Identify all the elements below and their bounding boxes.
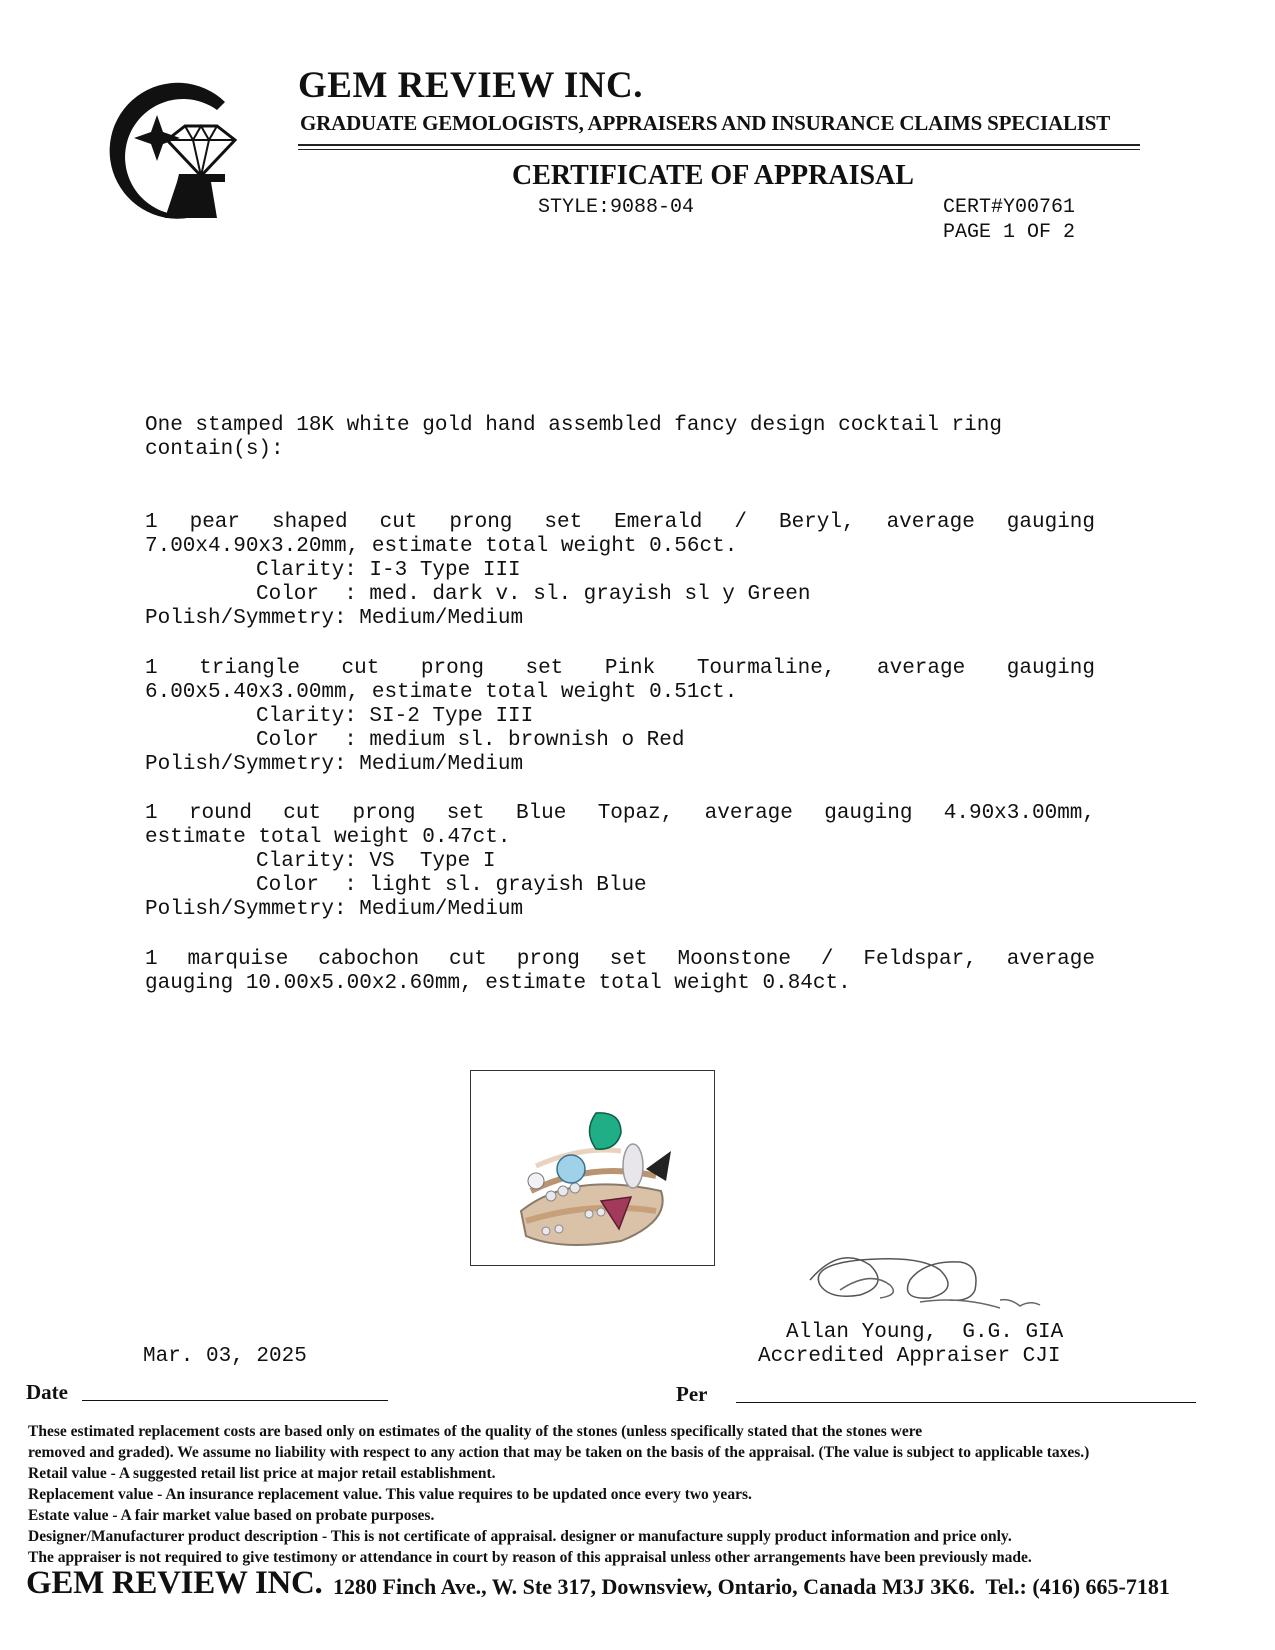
stone-1-description: 1 pear shaped cut prong set Emerald / Beryl, average gauging	[145, 511, 1095, 534]
disclaimer-retail-value: Retail value - A suggested retail list price at major retail establishment.	[28, 1465, 496, 1482]
page-indicator: PAGE 1 OF 2	[943, 221, 1076, 244]
company-logo	[105, 70, 255, 220]
certificate-number: CERT#Y00761	[943, 196, 1076, 219]
stone-2-color: Color : medium sl. brownish o Red	[256, 729, 685, 752]
style-number: STYLE:9088-04	[538, 196, 695, 219]
stone-3-polish: Polish/Symmetry: Medium/Medium	[145, 898, 524, 921]
ring-photo	[470, 1070, 715, 1266]
stone-1-clarity: Clarity: I-3 Type III	[256, 559, 521, 582]
disclaimer-line-1: These estimated replacement costs are based only on estimates of the quality of the stones (unless specifically stated that the stones were	[28, 1423, 923, 1440]
stone-3-clarity: Clarity: VS Type I	[256, 850, 496, 873]
ring-illustration	[471, 1071, 713, 1264]
header-divider	[298, 144, 1140, 146]
stone-2-clarity: Clarity: SI-2 Type III	[256, 705, 534, 728]
appraisal-date: Mar. 03, 2025	[143, 1345, 307, 1368]
stone-2-description: 1 triangle cut prong set Pink Tourmaline, average gauging	[145, 657, 1095, 680]
disclaimer-line-2: removed and graded). We assume no liability with respect to any action that may be taken on the basis of the appraisal. (The value is subject to applicable taxes.)	[28, 1444, 1090, 1461]
intro-line-1: One stamped 18K white gold hand assembled fancy design cocktail ring	[145, 414, 1002, 437]
certificate-title: CERTIFICATE OF APPRAISAL	[512, 160, 914, 191]
stone-2-polish: Polish/Symmetry: Medium/Medium	[145, 753, 524, 776]
disclaimer-replacement-value: Replacement value - An insurance replacement value. This value requires to be updated once every two years.	[28, 1486, 752, 1503]
appraiser-credential: Accredited Appraiser CJI	[758, 1345, 1061, 1368]
stone-2-gauging: 6.00x5.40x3.00mm, estimate total weight 0.51ct.	[145, 681, 738, 704]
intro-line-2: contain(s):	[145, 438, 284, 461]
disclaimer-designer-description: Designer/Manufacturer product description - This is not certificate of appraisal. designer or manufacture supply product information and price only.	[28, 1528, 1012, 1545]
appraiser-name: Allan Young, G.G. GIA	[786, 1321, 1064, 1344]
stone-3-weight: estimate total weight 0.47ct.	[145, 826, 511, 849]
stone-3-description: 1 round cut prong set Blue Topaz, average gauging 4.90x3.00mm,	[145, 802, 1095, 825]
per-signature-line	[736, 1402, 1196, 1403]
appraiser-signature	[800, 1240, 1050, 1330]
date-label: Date	[26, 1380, 68, 1404]
company-name: GEM REVIEW INC.	[298, 65, 643, 106]
stone-1-polish: Polish/Symmetry: Medium/Medium	[145, 607, 524, 630]
stone-4-gauging: gauging 10.00x5.00x2.60mm, estimate total weight 0.84ct.	[145, 972, 851, 995]
per-label: Per	[676, 1382, 708, 1406]
date-signature-line	[82, 1400, 388, 1401]
disclaimer-testimony: The appraiser is not required to give testimony or attendance in court by reason of this appraisal unless other arrangements have been previously made.	[28, 1549, 1032, 1566]
stone-4-description: 1 marquise cabochon cut prong set Moonstone / Feldspar, average	[145, 948, 1095, 971]
footer-address: 1280 Finch Ave., W. Ste 317, Downsview, Ontario, Canada M3J 3K6. Tel.: (416) 665-7181	[333, 1574, 1170, 1599]
company-tagline: GRADUATE GEMOLOGISTS, APPRAISERS AND INSURANCE CLAIMS SPECIALIST	[300, 111, 1111, 135]
stone-3-color: Color : light sl. grayish Blue	[256, 874, 647, 897]
stone-1-color: Color : med. dark v. sl. grayish sl y Green	[256, 583, 811, 606]
footer-company-name: GEM REVIEW INC.	[26, 1565, 323, 1601]
disclaimer-estate-value: Estate value - A fair market value based on probate purposes.	[28, 1507, 435, 1524]
stone-1-gauging: 7.00x4.90x3.20mm, estimate total weight 0.56ct.	[145, 535, 738, 558]
header-divider-thin	[298, 149, 1140, 150]
